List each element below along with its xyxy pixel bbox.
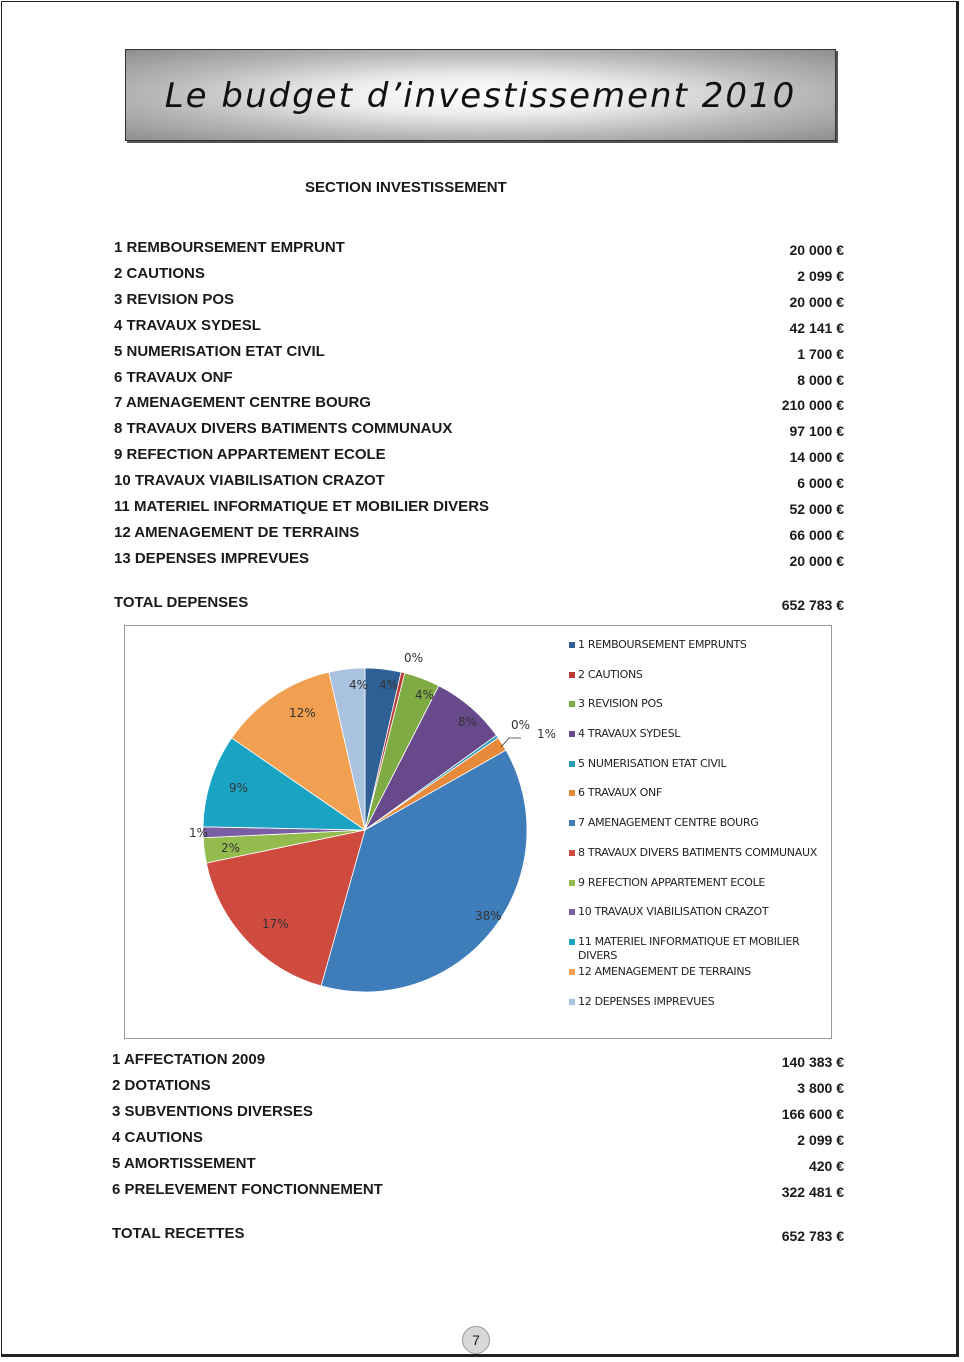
depenses-row [114,524,844,546]
legend-swatch [569,880,575,886]
depenses-value: 1 700 € [797,345,844,362]
pie-percent-label: 0% [404,651,424,665]
depenses-row [114,317,844,339]
depenses-value: 2 099 € [797,267,844,284]
depenses-value: 14 000 € [789,449,844,466]
depenses-row [114,446,844,468]
pie-percent-label: 0% [511,718,531,732]
legend-swatch [569,731,575,737]
legend-label: 12 DEPENSES IMPREVUES [578,995,715,1008]
depenses-value: 20 000 € [789,293,844,310]
depenses-row [114,265,844,287]
depenses-value: 42 141 € [789,319,844,336]
depenses-value: 66 000 € [789,526,844,543]
total-recettes-row [112,1225,844,1247]
depenses-label: 4 TRAVAUX SYDESL [114,316,261,334]
recettes-label: 3 SUBVENTIONS DIVERSES [112,1102,313,1120]
pie-percent-label: 1% [537,727,557,741]
recettes-value: 166 600 € [781,1105,844,1122]
legend-label: 3 REVISION POS [578,697,663,710]
pie-percent-label: 9% [229,781,249,795]
recettes-row [112,1129,844,1151]
legend-swatch [569,761,575,767]
total-depenses-label: TOTAL DEPENSES [114,594,249,611]
recettes-row [112,1155,844,1177]
legend-label: 8 TRAVAUX DIVERS BATIMENTS COMMUNAUX [578,846,817,859]
depenses-value: 6 000 € [797,475,844,492]
legend-label: 6 TRAVAUX ONF [578,786,662,799]
pie-percent-label: 17% [262,917,289,931]
legend-label: 2 CAUTIONS [578,668,643,681]
depenses-value: 20 000 € [789,552,844,569]
recettes-label: 2 DOTATIONS [112,1076,211,1094]
depenses-label: 12 AMENAGEMENT DE TERRAINS [114,523,360,541]
recettes-label: 5 AMORTISSEMENT [112,1154,256,1172]
legend-label: 7 AMENAGEMENT CENTRE BOURG [578,816,759,829]
legend-label: 12 AMENAGEMENT DE TERRAINS [578,965,751,978]
pie-chart-panel [124,625,832,1039]
depenses-row [114,498,844,520]
recettes-label: 6 PRELEVEMENT FONCTIONNEMENT [112,1180,383,1198]
total-depenses-value: 652 783 € [781,597,844,613]
pie-percent-label: 4% [349,678,369,692]
depenses-label: 3 REVISION POS [114,290,235,308]
legend-label: 5 NUMERISATION ETAT CIVIL [578,757,727,770]
depenses-label: 2 CAUTIONS [114,264,205,282]
total-recettes-value: 652 783 € [781,1228,844,1244]
depenses-value: 8 000 € [797,371,844,388]
depenses-row [114,394,844,416]
legend-swatch [569,820,575,826]
recettes-row [112,1051,844,1073]
depenses-label: 5 NUMERISATION ETAT CIVIL [114,342,325,360]
legend-swatch [569,790,575,796]
legend-swatch [569,969,575,975]
depenses-row [114,343,844,365]
pie-percent-label: 1% [189,826,209,840]
recettes-label: 4 CAUTIONS [112,1128,203,1146]
depenses-label: 1 REMBOURSEMENT EMPRUNT [114,239,345,256]
depenses-value: 97 100 € [789,423,844,440]
pie-percent-label: 38% [475,909,502,923]
depenses-row [114,420,844,442]
depenses-row [114,550,844,572]
depenses-value: 20 000 € [789,242,844,258]
pie-percent-label: 4% [415,688,435,702]
depenses-row [114,291,844,313]
title-banner [125,49,836,141]
recettes-row [112,1103,844,1125]
legend-swatch [569,642,575,648]
page-title: Le budget d’investissement 2010 [164,76,797,116]
depenses-row [114,369,844,391]
legend-label: 11 MATERIEL INFORMATIQUE ET MOBILIER DIVERS [578,935,800,962]
depenses-label: 10 TRAVAUX VIABILISATION CRAZOT [114,472,385,490]
legend-swatch [569,850,575,856]
section-title: SECTION INVESTISSEMENT [305,179,507,196]
depenses-row [114,472,844,494]
recettes-label: 1 AFFECTATION 2009 [112,1051,266,1068]
depenses-label: 7 AMENAGEMENT CENTRE BOURG [114,394,371,412]
legend-swatch [569,939,575,945]
recettes-row [112,1077,844,1099]
depenses-label: 9 REFECTION APPARTEMENT ECOLE [114,446,386,464]
pie-percent-label: 2% [221,841,241,855]
total-recettes-label: TOTAL RECETTES [112,1225,245,1242]
page-number: 7 [462,1326,490,1354]
depenses-label: 11 MATERIEL INFORMATIQUE ET MOBILIER DIVERS [114,498,490,515]
pie-percent-label: 12% [289,706,316,720]
legend-label: 9 REFECTION APPARTEMENT ECOLE [578,876,766,889]
depenses-row [114,239,844,261]
depenses-label: 8 TRAVAUX DIVERS BATIMENTS COMMUNAUX [114,420,453,438]
depenses-value: 210 000 € [781,397,844,414]
legend-swatch [569,999,575,1005]
recettes-value: 140 383 € [781,1054,844,1070]
legend-swatch [569,909,575,915]
recettes-row [112,1181,844,1203]
depenses-label: 13 DEPENSES IMPREVUES [114,549,310,567]
total-depenses-row [114,594,844,616]
legend-label: 1 REMBOURSEMENT EMPRUNTS [578,638,747,651]
legend-label: 10 TRAVAUX VIABILISATION CRAZOT [578,905,769,918]
depenses-label: 6 TRAVAUX ONF [114,368,233,386]
recettes-value: 420 € [808,1157,844,1174]
leader-line [501,738,521,747]
pie-percent-label: 4% [379,678,399,692]
recettes-value: 3 800 € [797,1079,844,1096]
recettes-value: 322 481 € [781,1183,844,1200]
legend-swatch [569,701,575,707]
depenses-value: 52 000 € [789,501,844,517]
legend-swatch [569,672,575,678]
pie-percent-label: 8% [458,715,478,729]
legend-label: 4 TRAVAUX SYDESL [578,727,681,740]
recettes-value: 2 099 € [797,1131,844,1148]
